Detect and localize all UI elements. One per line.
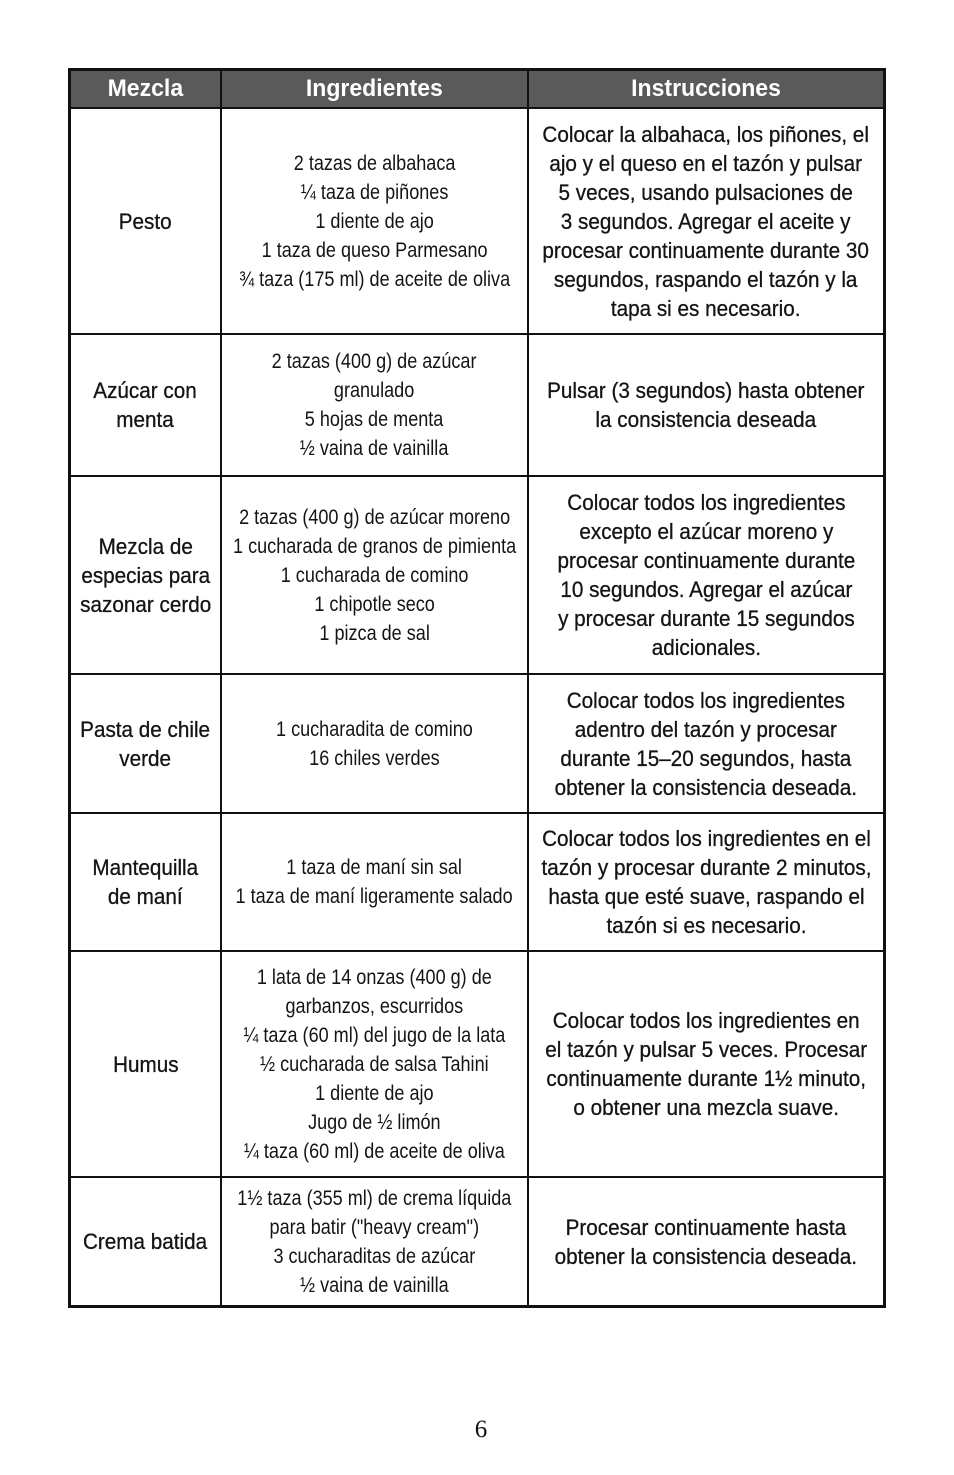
instructions-text bbox=[547, 376, 864, 434]
instruction-line: obtener la consistencia deseada. bbox=[554, 1243, 858, 1269]
mix-name-cell bbox=[71, 335, 222, 475]
table-row bbox=[71, 952, 883, 1178]
instruction-line: tazón si es necesario. bbox=[605, 913, 807, 938]
instruction-line: 10 segundos. Agregar el azúcar bbox=[559, 577, 852, 602]
instructions-cell bbox=[529, 1178, 883, 1305]
mix-name-cell bbox=[71, 1178, 222, 1305]
table-row bbox=[71, 335, 883, 477]
mix-name-line: Crema batida bbox=[83, 1229, 208, 1254]
instruction-line: hasta que esté suave, raspando el bbox=[547, 884, 865, 909]
mix-name-text bbox=[94, 376, 197, 434]
instruction-line: 5 veces, usando pulsaciones de bbox=[558, 179, 854, 205]
mix-name-line: Azúcar con bbox=[93, 378, 198, 403]
table-row bbox=[71, 675, 883, 814]
instructions-text bbox=[555, 686, 857, 802]
ingredient-line: 2 tazas (400 g) de azúcar moreno bbox=[238, 505, 511, 529]
instruction-line: adicionales. bbox=[651, 635, 761, 660]
ingredient-line: ½ cucharada de salsa Tahini bbox=[260, 1052, 489, 1076]
ingredients-cell bbox=[222, 109, 529, 333]
instruction-line: Colocar todos los ingredientes bbox=[566, 490, 846, 515]
instructions-text bbox=[555, 1213, 857, 1271]
ingredient-line: 16 chiles verdes bbox=[309, 746, 440, 770]
ingredient-line: 1 taza de maní sin sal bbox=[286, 856, 463, 879]
mix-name-line: Pasta de chile bbox=[80, 716, 211, 742]
ingredient-line: granulado bbox=[334, 379, 415, 402]
ingredients-text bbox=[237, 1184, 511, 1300]
ingredient-line: 1 taza de maní ligeramente salado bbox=[235, 885, 514, 908]
instructions-text bbox=[543, 120, 870, 323]
ingredient-line: 3 cucharaditas de azúcar bbox=[273, 1244, 476, 1268]
header-cell-mezcla bbox=[71, 71, 222, 107]
table-row bbox=[71, 109, 883, 335]
mix-name-line: menta bbox=[116, 407, 175, 432]
ingredient-line: 1 cucharadita de comino bbox=[276, 717, 473, 741]
instruction-line: ajo y el queso en el tazón y pulsar bbox=[549, 150, 863, 176]
ingredient-line: para batir ("heavy cream") bbox=[269, 1215, 480, 1239]
instruction-line: adentro del tazón y procesar bbox=[574, 716, 838, 742]
instruction-line: segundos, raspando el tazón y la bbox=[554, 266, 858, 292]
instruction-line: Colocar todos los ingredientes en el bbox=[541, 826, 871, 851]
instructions-text bbox=[545, 1006, 867, 1122]
ingredient-line: ¼ taza (60 ml) de aceite de oliva bbox=[243, 1139, 506, 1163]
ingredients-text bbox=[272, 347, 477, 463]
instruction-line: Colocar todos los ingredientes en bbox=[552, 1008, 860, 1033]
instructions-cell bbox=[529, 335, 883, 475]
instructions-cell bbox=[529, 814, 883, 950]
ingredient-line: ½ vaina de vainilla bbox=[300, 437, 449, 460]
ingredients-text bbox=[236, 853, 513, 911]
instruction-line: procesar continuamente durante bbox=[557, 548, 855, 573]
ingredients-cell bbox=[222, 477, 529, 673]
instruction-line: el tazón y pulsar 5 veces. Procesar bbox=[545, 1037, 867, 1062]
page-number: 6 bbox=[474, 1416, 488, 1443]
header-cell-ingredientes bbox=[222, 71, 529, 107]
instruction-line: Pulsar (3 segundos) hasta obtener bbox=[547, 378, 865, 403]
instruction-line: excepto el azúcar moreno y bbox=[578, 519, 834, 544]
instruction-line: la consistencia deseada bbox=[595, 407, 817, 432]
mix-name-line: Mezcla de bbox=[98, 533, 193, 559]
table-row bbox=[71, 477, 883, 675]
instruction-line: tapa si es necesario. bbox=[611, 295, 801, 321]
instruction-line: Procesar continuamente hasta bbox=[565, 1214, 847, 1240]
header-label-mezcla: Mezcla bbox=[107, 75, 184, 102]
instruction-line: y procesar durante 15 segundos bbox=[557, 606, 855, 631]
mix-name-cell bbox=[71, 952, 222, 1176]
ingredient-line: ¼ taza (60 ml) del jugo de la lata bbox=[243, 1023, 506, 1047]
ingredients-text bbox=[276, 715, 473, 773]
instruction-line: Colocar todos los ingredientes bbox=[566, 687, 846, 713]
instructions-cell bbox=[529, 477, 883, 673]
ingredients-text bbox=[239, 149, 510, 294]
ingredient-line: 1 diente de ajo bbox=[315, 1081, 434, 1105]
mix-name-cell bbox=[71, 675, 222, 812]
mix-name-text bbox=[83, 1227, 207, 1256]
instructions-text bbox=[557, 488, 855, 662]
mix-name-line: Humus bbox=[112, 1051, 179, 1077]
table-header-row bbox=[71, 71, 883, 109]
instruction-line: obtener la consistencia deseada. bbox=[554, 774, 858, 800]
ingredients-cell bbox=[222, 1178, 529, 1305]
instruction-line: tazón y procesar durante 2 minutos, bbox=[541, 855, 871, 880]
ingredients-cell bbox=[222, 952, 529, 1176]
mix-name-line: sazonar cerdo bbox=[79, 591, 212, 617]
ingredient-line: 1 diente de ajo bbox=[315, 209, 434, 233]
ingredients-text bbox=[243, 963, 505, 1166]
mix-name-line: especias para bbox=[81, 562, 210, 588]
ingredient-line: 1 cucharada de granos de pimienta bbox=[232, 534, 517, 558]
mix-name-line: verde bbox=[119, 745, 172, 771]
instruction-line: durante 15–20 segundos, hasta bbox=[560, 745, 852, 771]
mix-name-line: de maní bbox=[108, 884, 183, 909]
ingredient-line: 5 hojas de menta bbox=[305, 408, 444, 431]
mix-name-text bbox=[113, 1050, 179, 1079]
mix-name-line: Mantequilla bbox=[92, 855, 199, 880]
ingredients-cell bbox=[222, 335, 529, 475]
ingredient-line: 2 tazas (400 g) de azúcar bbox=[272, 350, 477, 373]
mix-name-text bbox=[93, 853, 199, 911]
instruction-line: continuamente durante 1½ minuto, bbox=[546, 1066, 866, 1091]
instruction-line: o obtener una mezcla suave. bbox=[573, 1095, 839, 1120]
ingredient-line: ½ vaina de vainilla bbox=[300, 1273, 449, 1297]
ingredient-line: ¼ taza de piñones bbox=[300, 180, 449, 204]
ingredients-cell bbox=[222, 675, 529, 812]
instruction-line: 3 segundos. Agregar el aceite y bbox=[561, 208, 851, 234]
instructions-text bbox=[541, 824, 871, 940]
table-row bbox=[71, 1178, 883, 1305]
table-row bbox=[71, 814, 883, 952]
ingredient-line: garbanzos, escurridos bbox=[285, 994, 464, 1018]
ingredients-cell bbox=[222, 814, 529, 950]
header-label-instrucciones: Instrucciones bbox=[631, 75, 781, 102]
mix-name-cell bbox=[71, 814, 222, 950]
ingredient-line: 1 pizca de sal bbox=[319, 621, 430, 645]
mix-name-cell bbox=[71, 109, 222, 333]
instructions-cell bbox=[529, 675, 883, 812]
mix-name-text bbox=[119, 207, 172, 236]
header-label-ingredientes: Ingredientes bbox=[305, 75, 443, 102]
mix-name-text bbox=[81, 715, 211, 773]
header-cell-instrucciones bbox=[529, 71, 883, 107]
mix-name-text bbox=[80, 532, 211, 619]
ingredient-line: 1 taza de queso Parmesano bbox=[261, 238, 488, 262]
recipe-table bbox=[68, 68, 886, 1308]
ingredient-line: ¾ taza (175 ml) de aceite de oliva bbox=[238, 267, 511, 291]
ingredient-line: 1 chipotle seco bbox=[314, 592, 435, 616]
ingredient-line: 1½ taza (355 ml) de crema líquida bbox=[237, 1186, 512, 1210]
mix-name-line: Pesto bbox=[119, 208, 172, 234]
instruction-line: Colocar la albahaca, los piñones, el bbox=[542, 121, 870, 147]
ingredient-line: 1 cucharada de comino bbox=[280, 563, 469, 587]
ingredient-line: Jugo de ½ limón bbox=[308, 1110, 441, 1134]
mix-name-cell bbox=[71, 477, 222, 673]
instructions-cell bbox=[529, 952, 883, 1176]
ingredients-text bbox=[233, 503, 516, 648]
ingredient-line: 1 lata de 14 onzas (400 g) de bbox=[257, 965, 492, 989]
instruction-line: procesar continuamente durante 30 bbox=[542, 237, 870, 263]
ingredient-line: 2 tazas de albahaca bbox=[293, 151, 456, 175]
instructions-cell bbox=[529, 109, 883, 333]
